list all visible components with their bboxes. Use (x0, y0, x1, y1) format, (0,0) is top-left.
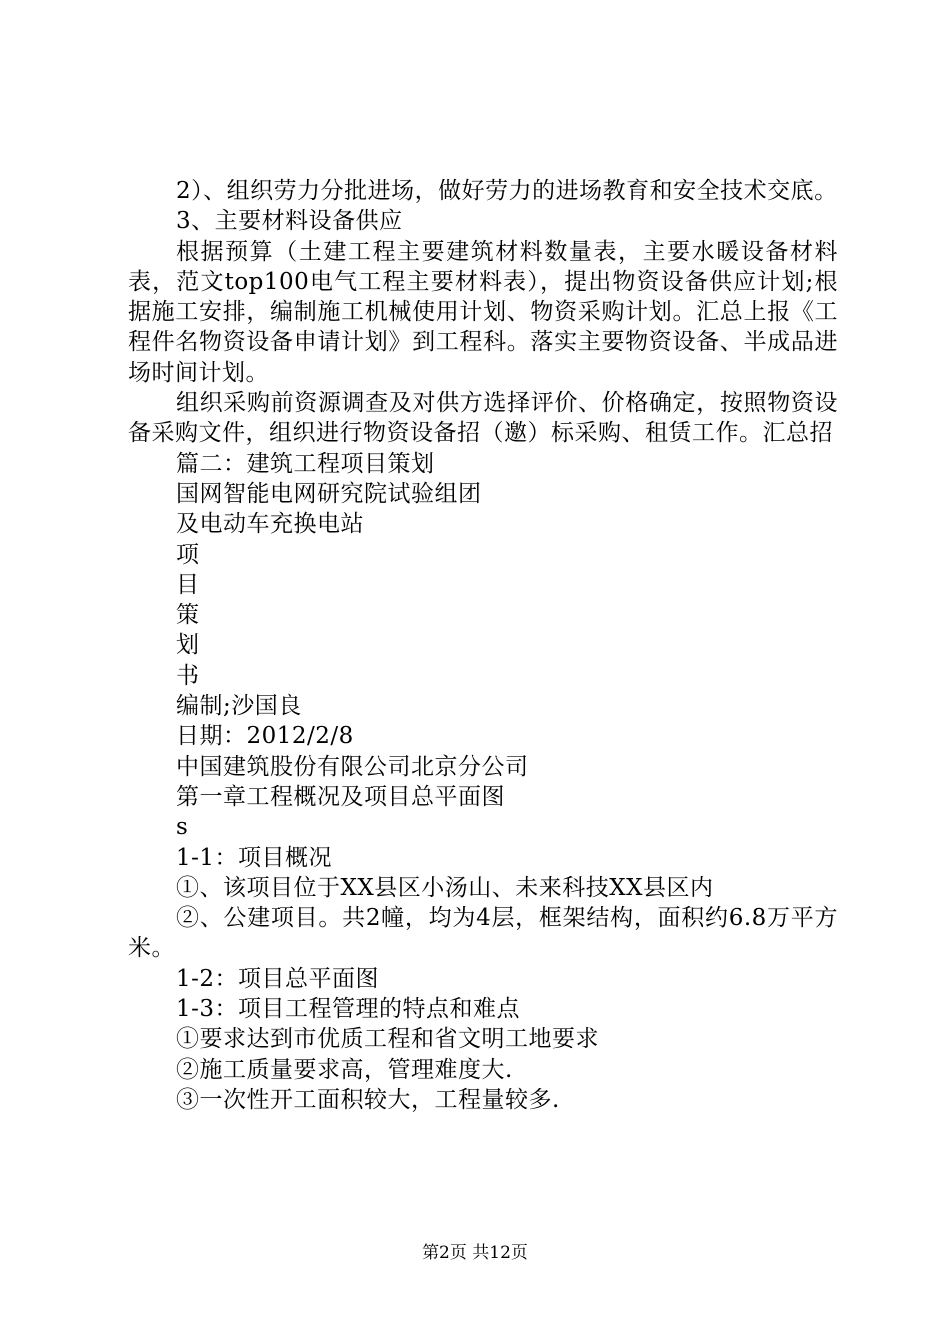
author-line: 编制;沙国良 (176, 693, 302, 720)
date-line: 日期：2012/2/8 (176, 723, 354, 750)
overview-item-1: ①、该项目位于XX县区小汤山、未来科技XX县区内 (176, 874, 714, 901)
heading-material-supply: 3、主要材料设备供应 (176, 208, 403, 235)
paragraph-procurement: 组织采购前资源调查及对供方选择评价、价格确定，按照物资设备采购文件，组织进行物资设备招（邀）标采购、租赁工作。汇总招 (128, 390, 838, 447)
chapter-heading: 第一章工程概况及项目总平面图 (176, 783, 505, 810)
paragraph-budget-plan: 根据预算（土建工程主要建筑材料数量表，主要水暖设备材料表，范文top100电气工程主要材料表），提出物资设备供应计划;根据施工安排，编制施工机械使用计划、物资采购计划。汇总上报《工程件名物资设备申请计划》到工程科。落实主要物资设备、半成品进场时间计划。 (128, 238, 838, 386)
vertical-title-char: 目 (176, 571, 200, 598)
heading-section-two: 篇二：建筑工程项目策划 (176, 450, 435, 477)
vertical-title-char: 书 (176, 662, 200, 689)
section-heading-management: 1-3：项目工程管理的特点和难点 (176, 996, 521, 1023)
paragraph-labor-entry: 2）、组织劳力分批进场，做好劳力的进场教育和安全技术交底。 (176, 178, 838, 204)
vertical-title-char: 项 (176, 541, 200, 568)
section-heading-overview: 1-1：项目概况 (176, 844, 333, 871)
project-title-line-2: 及电动车充换电站 (176, 511, 364, 538)
management-item-1: ①要求达到市优质工程和省文明工地要求 (176, 1026, 599, 1053)
management-item-2: ②施工质量要求高，管理难度大. (176, 1056, 513, 1083)
vertical-title-char: 划 (176, 632, 200, 659)
stray-text: s (176, 814, 189, 841)
company-line: 中国建筑股份有限公司北京分公司 (176, 753, 529, 780)
page-footer: 第2页 共12页 (422, 1243, 528, 1263)
management-item-3: ③一次性开工面积较大，工程量较多. (176, 1086, 560, 1113)
document-body (128, 176, 838, 1115)
overview-item-2: ②、公建项目。共2幢，均为4层，框架结构，面积约6.8万平方米。 (128, 905, 838, 962)
project-title-line-1: 国网智能电网研究院试验组团 (176, 480, 482, 507)
vertical-title-char: 策 (176, 602, 200, 629)
section-heading-site-plan: 1-2：项目总平面图 (176, 965, 380, 992)
